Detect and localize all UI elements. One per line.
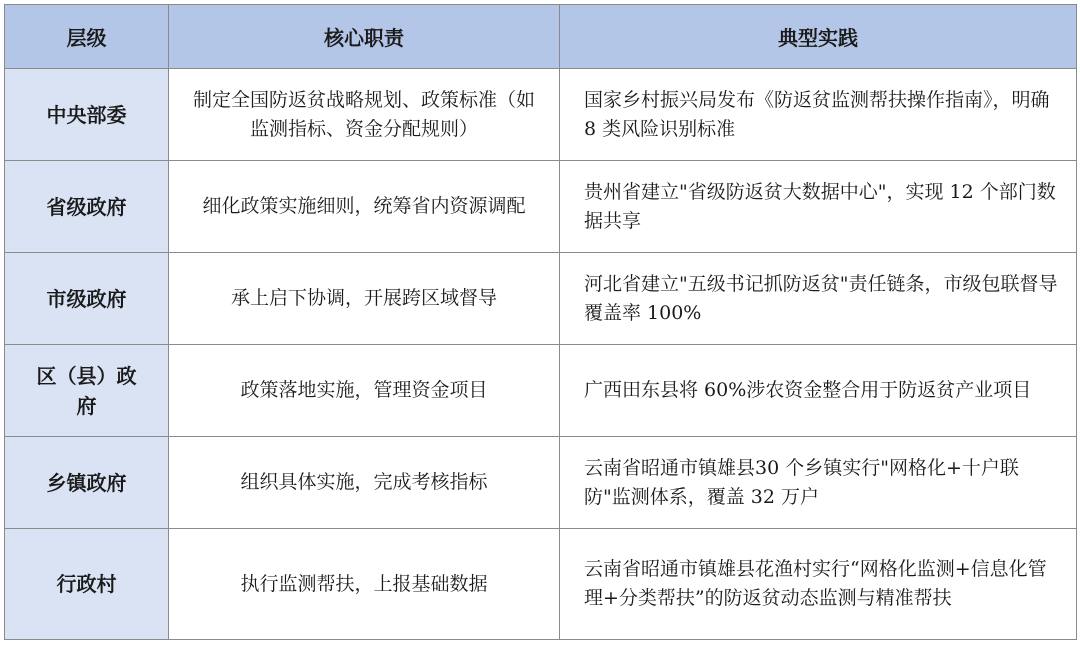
practice-cell: 河北省建立"五级书记抓防返贫"责任链条，市级包联督导覆盖率 100%	[560, 253, 1077, 345]
header-practice: 典型实践	[560, 5, 1077, 69]
duty-cell: 政策落地实施，管理资金项目	[169, 345, 560, 437]
duty-cell: 承上启下协调，开展跨区域督导	[169, 253, 560, 345]
header-duty: 核心职责	[169, 5, 560, 69]
table-row	[5, 253, 1077, 345]
level-cell: 乡镇政府	[5, 437, 169, 529]
duty-cell: 组织具体实施，完成考核指标	[169, 437, 560, 529]
practice-cell: 云南省昭通市镇雄县30 个乡镇实行"网格化+十户联防"监测体系，覆盖 32 万户	[560, 437, 1077, 529]
duty-cell: 执行监测帮扶，上报基础数据	[169, 529, 560, 640]
table-row	[5, 529, 1077, 640]
level-cell: 区（县）政府	[5, 345, 169, 437]
table-row	[5, 345, 1077, 437]
level-cell: 省级政府	[5, 161, 169, 253]
practice-cell: 贵州省建立"省级防返贫大数据中心"，实现 12 个部门数据共享	[560, 161, 1077, 253]
table-row	[5, 161, 1077, 253]
header-level: 层级	[5, 5, 169, 69]
level-cell: 行政村	[5, 529, 169, 640]
table-row	[5, 437, 1077, 529]
header-row	[5, 5, 1077, 69]
practice-cell: 国家乡村振兴局发布《防返贫监测帮扶操作指南》，明确 8 类风险识别标准	[560, 69, 1077, 161]
responsibility-table	[4, 4, 1077, 640]
practice-cell: 广西田东县将 60%涉农资金整合用于防返贫产业项目	[560, 345, 1077, 437]
level-cell: 市级政府	[5, 253, 169, 345]
duty-cell: 制定全国防返贫战略规划、政策标准（如监测指标、资金分配规则）	[169, 69, 560, 161]
level-cell: 中央部委	[5, 69, 169, 161]
table-row	[5, 69, 1077, 161]
duty-cell: 细化政策实施细则，统筹省内资源调配	[169, 161, 560, 253]
practice-cell: 云南省昭通市镇雄县花渔村实行“网格化监测+信息化管理+分类帮扶”的防返贫动态监测与精准帮扶	[560, 529, 1077, 640]
